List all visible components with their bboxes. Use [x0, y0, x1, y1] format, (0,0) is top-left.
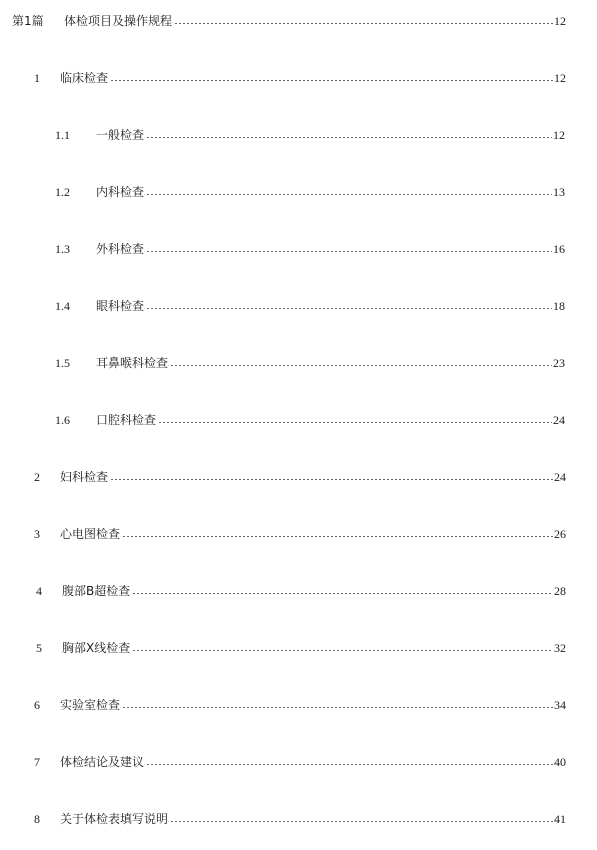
toc-entry-page: 34	[554, 698, 566, 712]
toc-entry-title: 心电图检查	[60, 527, 121, 541]
toc-entry-page: 23	[553, 356, 565, 370]
toc-dot-leader	[110, 479, 553, 480]
toc-entry-number: 7	[34, 755, 40, 769]
toc-entry-1-5[interactable]	[55, 354, 565, 372]
toc-entry-1[interactable]	[34, 69, 566, 87]
toc-entry-page: 12	[554, 71, 566, 85]
toc-entry-number: 1.2	[55, 185, 70, 199]
toc-dot-leader	[122, 707, 553, 708]
toc-entry-title: 体检项目及操作规程	[64, 14, 173, 28]
toc-dot-leader	[146, 308, 552, 309]
toc-dot-leader	[146, 194, 552, 195]
toc-entry-page: 24	[553, 413, 565, 427]
toc-dot-leader	[122, 536, 553, 537]
toc-entry-1-6[interactable]	[55, 411, 565, 429]
toc-entry-number: 4	[36, 584, 42, 598]
toc-entry-5[interactable]	[36, 639, 566, 657]
toc-entry-part-1[interactable]	[12, 12, 566, 30]
toc-entry-number: 1.1	[55, 128, 70, 142]
toc-entry-number: 1.6	[55, 413, 70, 427]
toc-entry-page: 26	[554, 527, 566, 541]
toc-entry-number: 2	[34, 470, 40, 484]
toc-entry-title: 关于体检表填写说明	[60, 812, 169, 826]
toc-entry-number: 1.5	[55, 356, 70, 370]
toc-entry-title: 妇科检查	[60, 470, 109, 484]
toc-entry-page: 13	[553, 185, 565, 199]
toc-entry-number: 3	[34, 527, 40, 541]
toc-dot-leader	[132, 593, 553, 594]
toc-entry-number: 1.4	[55, 299, 70, 313]
toc-entry-2[interactable]	[34, 468, 566, 486]
toc-entry-page: 18	[553, 299, 565, 313]
toc-entry-page: 40	[554, 755, 566, 769]
toc-entry-page: 28	[554, 584, 566, 598]
toc-entry-4[interactable]	[36, 582, 566, 600]
toc-entry-title: 实验室检查	[60, 698, 121, 712]
toc-entry-1-3[interactable]	[55, 240, 565, 258]
toc-dot-leader	[170, 365, 552, 366]
toc-entry-title: 外科检查	[96, 242, 145, 256]
toc-dot-leader	[146, 251, 552, 252]
toc-entry-page: 12	[553, 128, 565, 142]
toc-entry-number: 1.3	[55, 242, 70, 256]
toc-entry-number: 1	[34, 71, 40, 85]
toc-dot-leader	[174, 23, 553, 24]
toc-entry-number: 第1篇	[12, 14, 44, 28]
toc-dot-leader	[170, 821, 553, 822]
toc-entry-7[interactable]	[34, 753, 566, 771]
toc-entry-title: 耳鼻喉科检查	[96, 356, 169, 370]
toc-entry-page: 12	[554, 14, 566, 28]
toc-entry-number: 5	[36, 641, 42, 655]
toc-entry-title: 眼科检查	[96, 299, 145, 313]
toc-entry-page: 24	[554, 470, 566, 484]
toc-dot-leader	[110, 80, 553, 81]
toc-entry-6[interactable]	[34, 696, 566, 714]
toc-entry-title: 口腔科检查	[96, 413, 157, 427]
toc-entry-title: 临床检查	[60, 71, 109, 85]
toc-dot-leader	[132, 650, 553, 651]
toc-entry-1-4[interactable]	[55, 297, 565, 315]
toc-entry-number: 8	[34, 812, 40, 826]
toc-dot-leader	[158, 422, 552, 423]
toc-dot-leader	[146, 764, 553, 765]
toc-entry-page: 16	[553, 242, 565, 256]
toc-entry-3[interactable]	[34, 525, 566, 543]
toc-entry-title: 一般检查	[96, 128, 145, 142]
toc-entry-number: 6	[34, 698, 40, 712]
toc-entry-page: 32	[554, 641, 566, 655]
toc-entry-title: 内科检查	[96, 185, 145, 199]
toc-entry-title: 腹部B超检查	[62, 584, 131, 598]
toc-entry-1-1[interactable]	[55, 126, 565, 144]
toc-entry-1-2[interactable]	[55, 183, 565, 201]
toc-entry-8[interactable]	[34, 810, 566, 828]
toc-entry-title: 体检结论及建议	[60, 755, 145, 769]
toc-entry-title: 胸部X线检查	[62, 641, 131, 655]
toc-entry-page: 41	[554, 812, 566, 826]
toc-dot-leader	[146, 137, 552, 138]
